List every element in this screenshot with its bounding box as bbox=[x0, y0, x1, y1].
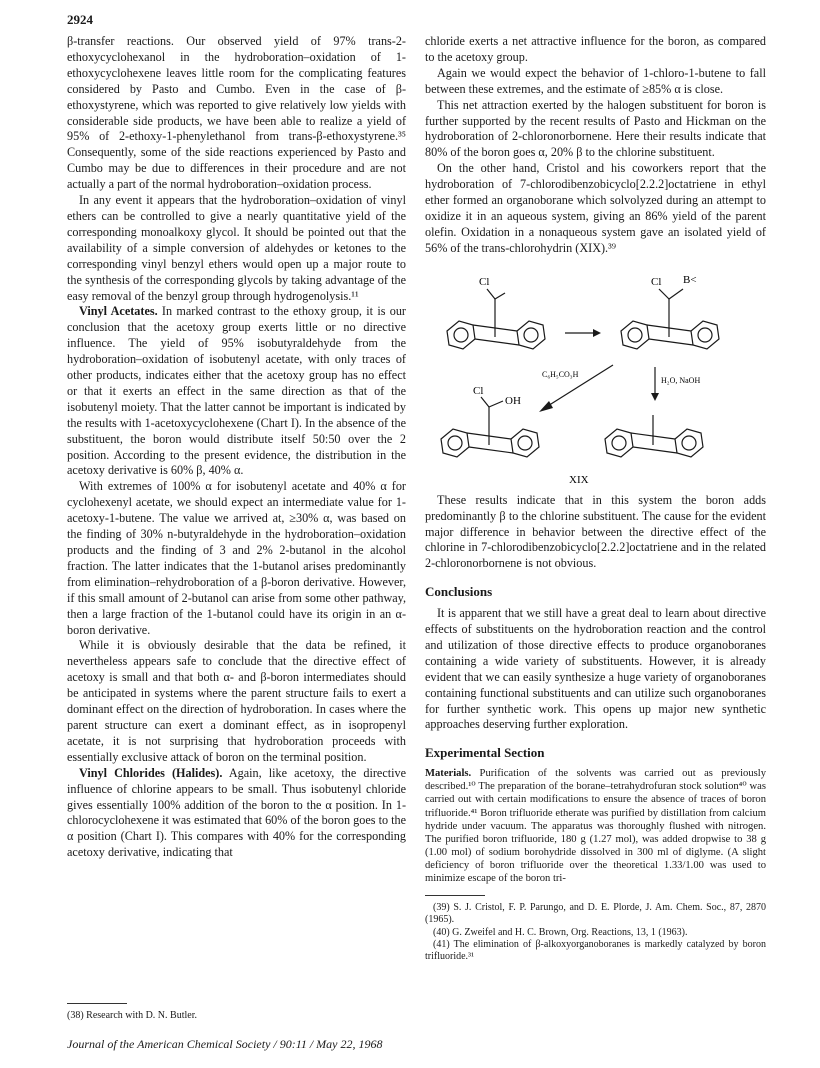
paragraph: chloride exerts a net attractive influence for the boron, as compared to the acetoxy group. bbox=[425, 34, 766, 64]
paragraph: This net attraction exerted by the halogen substituent for boron is further supported by the recent results of Pasto and Hickman on the hydroboration of 2-chloronorbornene. Here their results indicate that 80% of the boron goes α, 20% β to the chlorine substituent. bbox=[425, 97, 766, 160]
paragraph: It is apparent that we still have a great deal to learn about directive effects of substituents on the hydroboration reaction and the control and utilization of those directive effects to produce organoboranes containing a wide variety of substituents. However, it is already evident that we can easily synthesize a huge variety of organoboranes containing functional substituents and can utilize such organoboranes for further synthetic work. This opens up major new synthetic approaches deserving further exploration. bbox=[425, 606, 766, 732]
compound-label: XIX bbox=[569, 473, 589, 486]
footnote-rule bbox=[67, 1003, 127, 1004]
footnote-rule bbox=[425, 895, 485, 896]
parent-olefin-structure bbox=[605, 415, 703, 457]
footnote-39: (39) S. J. Cristol, F. P. Parungo, and D. E. Plorde, J. Am. Chem. Soc., 87, 2870 (1965). bbox=[425, 902, 766, 926]
paragraph: In any event it appears that the hydroboration–oxidation of vinyl ethers can be controlled to give a nearly quantitative yield of the corresponding monoalkoxy glycol. It should be pointed out that the availability of a simple conversion of aldehydes or ketones to the corresponding vinyl benzyl ethers would open up a major route to the synthesis of the corresponding glycols by taking advantage of the easy removal of the benzyl group through hydrogenolysis.¹¹ bbox=[67, 193, 406, 303]
paragraph: β-transfer reactions. Our observed yield of 97% trans-2-ethoxycyclohexanol in the hydroboration–oxidation of 1-ethoxycyclohexene leaves little room for the complicating features considered by Pasto and Cumbo. Even in the case of β-ethoxystyrene, which was reported to give relatively low yields with considerable side products, we have been able to realize a yield of 95% of 2-ethoxy-1-phenylethanol from trans-β-ethoxystyrene.³⁵ Consequently, some of the side reactions experienced by Pasto and Cumbo may be due to differences in their procedure and are not actually a part of the normal hydroboration–oxidation process. bbox=[67, 34, 406, 192]
page-number: 2924 bbox=[67, 12, 93, 27]
organoborane-structure bbox=[621, 289, 719, 349]
run-in-heading: Vinyl Acetates. bbox=[79, 304, 158, 319]
chlorohydrin-xix-structure bbox=[441, 394, 539, 457]
chlorodibenzobicyclooctatriene-structure bbox=[447, 289, 545, 349]
paragraph-materials bbox=[425, 767, 766, 885]
run-in-heading: Vinyl Chlorides (Halides). bbox=[79, 765, 223, 780]
boron-label: B< bbox=[683, 273, 697, 286]
paragraph: On the other hand, Cristol and his coworkers report that the hydroboration of 7-chlorodibenzobicyclo[2.2.2]octatriene in ethyl ether formed an organoborane which solvolyzed during an attempt to oxidize it in an aqueous system, giving an 86% yield of the parent olefin. Oxidation in a nonaqueous system gave an isolated yield of 56% of the trans-chlorohydrin (XIX).³⁹ bbox=[425, 161, 766, 255]
paragraph-text: Again, like acetoxy, the directive influence of chlorine appears to be small. Thus isobutenyl chloride gives essentially 100% addition of the boron to the α position. In 1-chlorocyclohexene it was estimated that 60% of the boron goes to the α position (Chart I). This compares with 40% for the corresponding acetoxy derivative, indicating that bbox=[67, 765, 407, 860]
paragraph-vinyl-acetates bbox=[67, 304, 406, 479]
section-title-experimental: Experimental Section bbox=[425, 745, 545, 761]
footnote-text: (38) Research with D. N. Butler. bbox=[67, 1010, 197, 1021]
footnotes bbox=[425, 902, 766, 963]
paragraph-text: In marked contrast to the ethoxy group, it is our conclusion that the acetoxy group exerts little or no directive influence. The yield of 95% isobutyraldehyde from the hydroboration–oxidation of isobutenyl acetate, with only traces of other products, indicates either that the acetoxy group has no effect or that it exerts an effect in the same direction as that of the isobutenyl moiety. That the latter cannot be important is indicated by the results with 1-acetoxycyclohexene (Chart I). In the absence of the substituent, the boron would distribute itself 50:50 over the 2 position. According to the present evidence, the distribution in the acetoxy derivative is 60% β, 40% α. bbox=[67, 304, 406, 478]
reagent-label: H₂O, NaOH bbox=[661, 375, 701, 385]
chlorine-label: Cl bbox=[479, 275, 490, 288]
journal-footer: Journal of the American Chemical Society / 90:11 / May 22, 1968 bbox=[67, 1037, 383, 1051]
footnote-38 bbox=[67, 1003, 406, 1022]
reaction-scheme-figure bbox=[425, 259, 766, 489]
section-title-conclusions: Conclusions bbox=[425, 584, 493, 600]
footnote-40: (40) G. Zweifel and H. C. Brown, Org. Reactions, 13, 1 (1963). bbox=[433, 926, 688, 938]
reaction-scheme-drawing bbox=[425, 259, 766, 489]
left-column bbox=[67, 34, 406, 861]
chlorine-label: Cl bbox=[473, 384, 484, 397]
reagent-label: C₆H₅CO₃H bbox=[542, 369, 579, 379]
paragraph: Again we would expect the behavior of 1-chloro-1-butene to fall between these extremes, and the estimate of ≥85% α is close. bbox=[425, 65, 766, 96]
chlorine-label: Cl bbox=[651, 275, 662, 288]
paragraph-text: Purification of the solvents was carried out as previously described.¹⁰ The preparation of the borane–tetrahydrofuran stock solution⁴⁰ was carried out with certain modifications to ensure the absence of traces of boron trifluoride.⁴¹ Boron trifluoride etherate was purified by distillation from calcium hydride under vacuum. The apparatus was thoroughly flushed with nitrogen. The purified boron trifluoride, 180 g (1.27 mol), was added dropwise to 38 g (1.00 mol) of sodium borohydride dissolved in 300 ml of diglyme. (A slight deficiency of boron trifluoride over the theoretical 1.33/1.00 was used to minimize escape of the boron tri- bbox=[425, 768, 766, 885]
paragraph-vinyl-chlorides bbox=[67, 766, 406, 861]
footnote-41: (41) The elimination of β-alkoxyorganoboranes is markedly catalyzed by boron trifluoride.³¹ bbox=[425, 938, 766, 962]
run-in-heading: Materials. bbox=[425, 768, 472, 780]
experimental-section bbox=[425, 767, 766, 885]
paragraph: These results indicate that in this system the boron adds predominantly β to the chlorine substituent. The cause for the evident major difference in behavior between the directive effect of the chlorine in 7-chlorodibenzobicyclo[2.2.2]octatriene and in the related 2-chloronorbornene is not obvious. bbox=[425, 492, 766, 571]
paragraph: With extremes of 100% α for isobutenyl acetate and 40% α for cyclohexenyl acetate, we should expect an intermediate value for 1-acetoxy-1-butene. The value we arrived at, ≥30% α, was based on the finding of 30% n-butyraldehyde in the hydroboration–oxidation products and the finding of 3 and 2% 2-butanol in the alcohol fraction. The latter indicates that the 1-butanol arises predominantly from elimination–rehydroboration of a β-boron derivative. However, if this small amount of 2-butanol can arise from some other pathway, then a large fraction of the 1-butanol could have its origin in an α-boron derivative. bbox=[67, 479, 406, 637]
paragraph: While it is obviously desirable that the data be refined, it nevertheless appears safe to conclude that the directive effect of acetoxy is small and that both α- and β-boron intermediates should be anticipated in systems where the parent structure fails to exert a dominant effect on the direction of hydroboration. In cases where the parent structure can exert a dominant effect, as in isopropenyl acetate, it is not surprising that hydroboration proceeds with essentially exclusive attack of boron on the terminal position. bbox=[67, 638, 406, 764]
hydroxyl-label: OH bbox=[505, 394, 521, 407]
right-column bbox=[425, 34, 766, 963]
